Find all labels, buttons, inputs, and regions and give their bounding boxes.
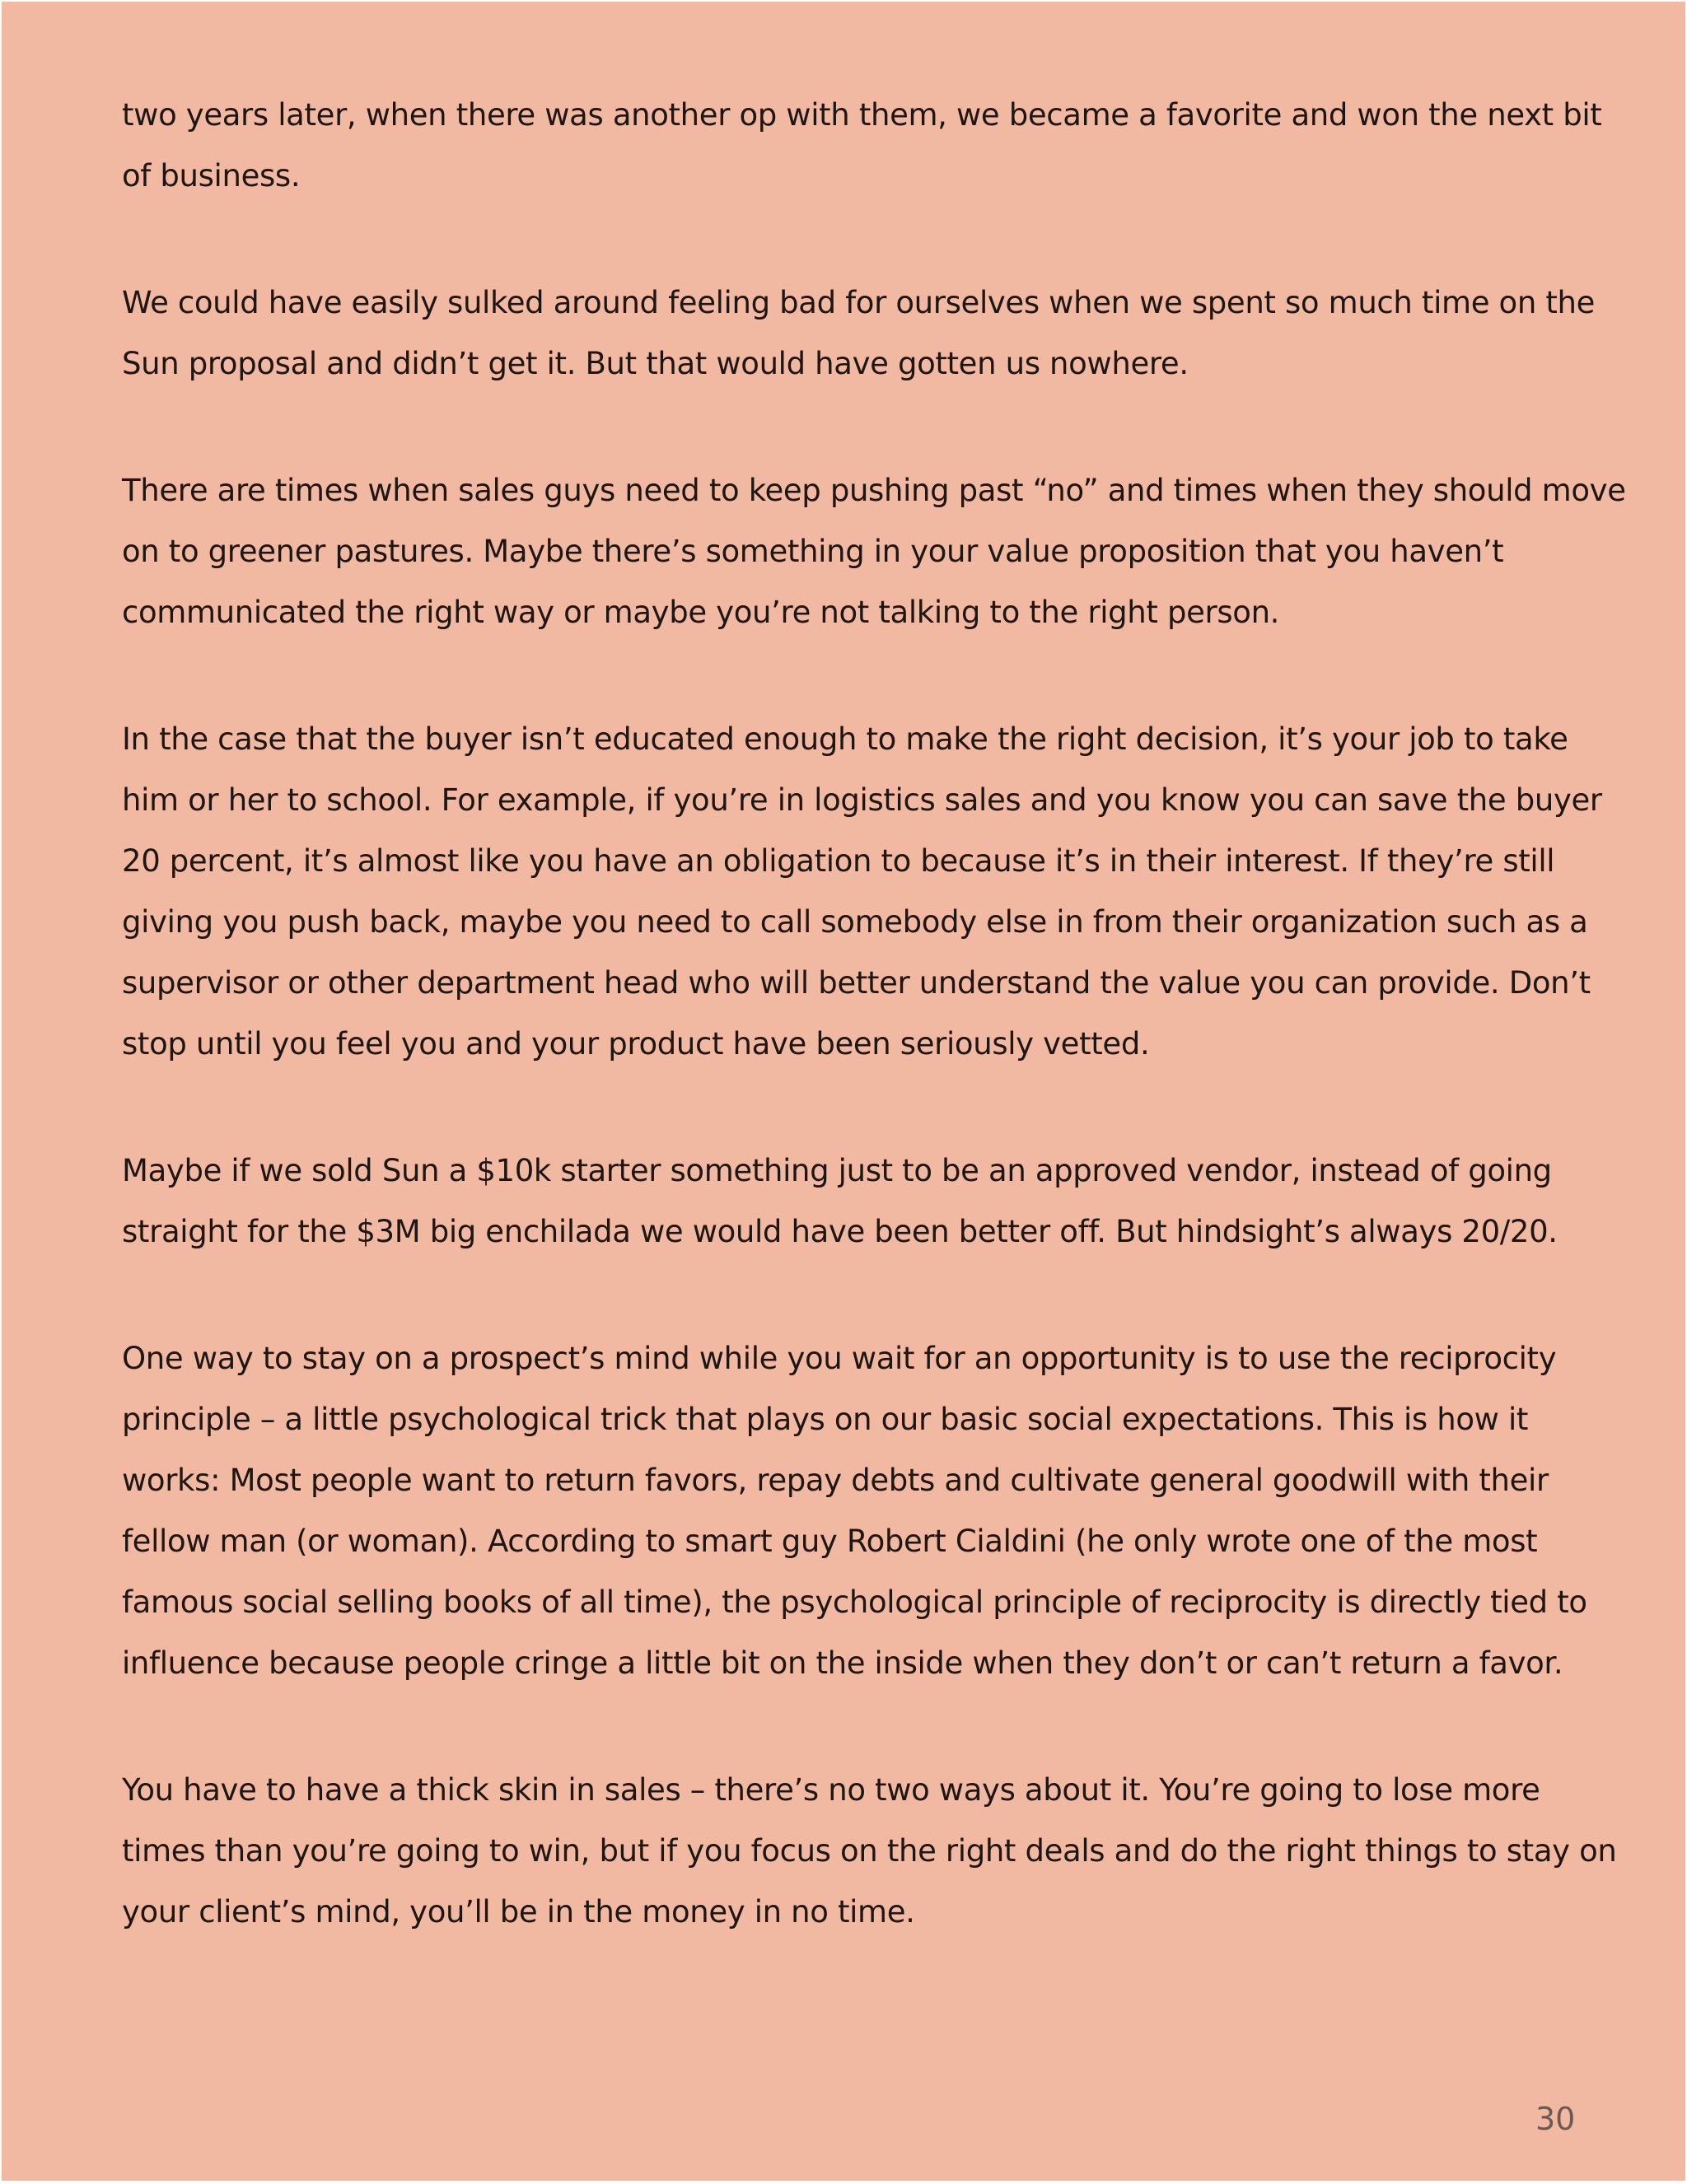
paragraph: We could have easily sulked around feeling bad for ourselves when we spent so much time on the Sun proposal and didn’t get it. But that would have gotten us nowhere. bbox=[122, 285, 1595, 381]
paragraph: One way to stay on a prospect’s mind while you wait for an opportunity is to use the reciprocity principle – a little psychological trick that plays on our basic social expectations. This is how it works: Most people want to return favors, repay debts and cultivate general goodwill with their fellow man (or woman). According to smart guy Robert Cialdini (he only wrote one of the most famous social selling books of all time), the psychological principle of reciprocity is directly tied to influence because people cringe a little bit on the inside when they don’t or can’t return a favor. bbox=[122, 1341, 1587, 1681]
paragraph: two years later, when there was another op with them, we became a favorite and won the next bit of business. bbox=[122, 97, 1602, 194]
body-text bbox=[122, 85, 1629, 2009]
paragraph: Maybe if we sold Sun a $10k starter something just to be an approved vendor, instead of going straight for the $3M big enchilada we would have been better off. But hindsight’s always 20/20. bbox=[122, 1153, 1558, 1249]
paragraph: In the case that the buyer isn’t educated enough to make the right decision, it’s your job to take him or her to school. For example, if you’re in logistics sales and you know you can save the buyer 20 percent, it’s almost like you have an obligation to because it’s in their interest. If they’re still giving you push back, maybe you need to call somebody else in from their organization such as a supervisor or other department head who will better understand the value you can provide. Don’t stop until you feel you and your product have been seriously vetted. bbox=[122, 721, 1602, 1062]
paragraph: You have to have a thick skin in sales – there’s no two ways about it. You’re going to lose more times than you’re going to win, but if you focus on the right deals and do the right things to stay on your client’s mind, you’ll be in the money in no time. bbox=[122, 1772, 1617, 1930]
page-number: 30 bbox=[1535, 2101, 1576, 2137]
document-page bbox=[2, 2, 1685, 2181]
paragraph: There are times when sales guys need to keep pushing past “no” and times when they should move on to greener pastures. Maybe there’s something in your value proposition that you haven’t communicated the right way or maybe you’re not talking to the right person. bbox=[122, 473, 1626, 630]
